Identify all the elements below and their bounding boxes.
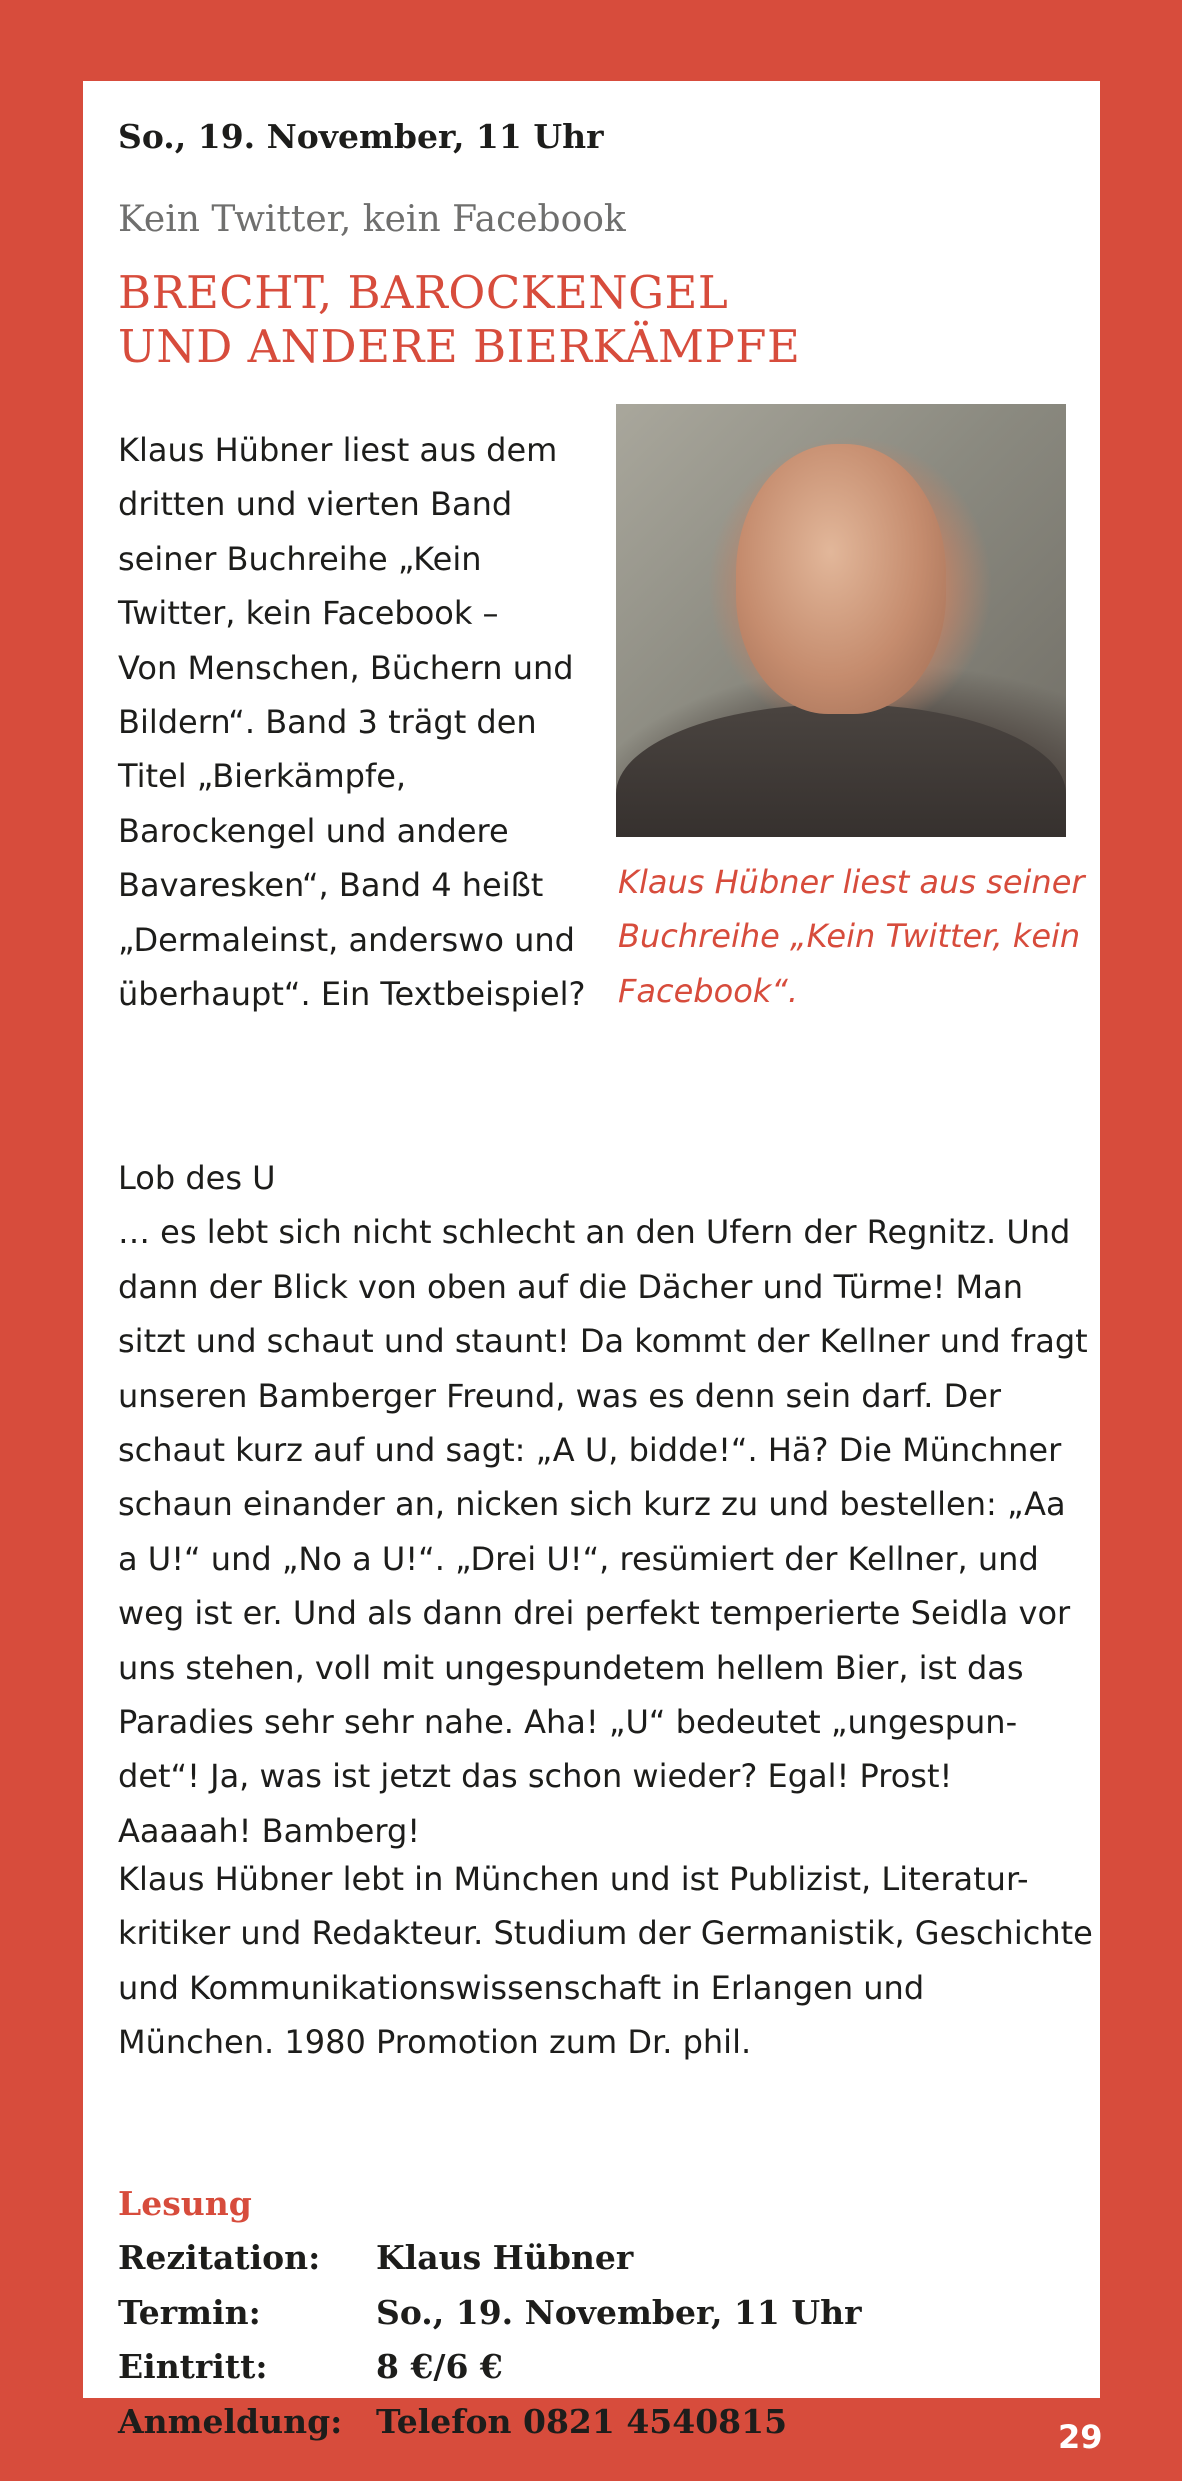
info-label: Anmeldung: (118, 2401, 343, 2441)
caption-line: Klaus Hübner liest aus seiner (618, 863, 1085, 901)
intro-paragraph (118, 423, 608, 1021)
photo-shoulders (616, 704, 1066, 837)
excerpt-line: det“! Ja, was ist jetzt das schon wieder? Egal! Prost! (118, 1757, 953, 1796)
info-value: Telefon 0821 4540815 (376, 2401, 788, 2441)
info-label: Termin: (118, 2292, 261, 2332)
intro-line: „Dermaleinst, anderswo und (118, 920, 575, 959)
info-row-rezitation (118, 2231, 862, 2285)
page-number: 29 (1058, 2418, 1103, 2456)
excerpt-paragraph (118, 1151, 1088, 1858)
bio-line: München. 1980 Promotion zum Dr. phil. (118, 2023, 752, 2062)
excerpt-line: schaut kurz auf und sagt: „A U, bidde!“. Hä? Die Münchner (118, 1431, 1062, 1470)
intro-line: Bavaresken“, Band 4 heißt (118, 866, 544, 905)
event-date: So., 19. November, 11 Uhr (118, 117, 604, 156)
photo-face (736, 444, 946, 714)
excerpt-line: a U!“ und „No a U!“. „Drei U!“, resümiert der Kellner, und (118, 1539, 1039, 1578)
info-value: So., 19. November, 11 Uhr (376, 2292, 862, 2332)
excerpt-line: Lob des U (118, 1159, 276, 1197)
info-value: 8 €/6 € (376, 2347, 503, 2387)
intro-line: Barockengel und andere (118, 811, 509, 850)
excerpt-line: … es lebt sich nicht schlecht an den Ufern der Regnitz. Und (118, 1213, 1071, 1252)
caption-line: Buchreihe „Kein Twitter, kein (618, 917, 1081, 956)
caption-line: Facebook“. (618, 971, 799, 1010)
excerpt-line: dann der Blick von oben auf die Dächer und Türme! Man (118, 1267, 1023, 1306)
intro-line: Klaus Hübner liest aus dem (118, 431, 558, 469)
info-row-anmeldung (118, 2395, 862, 2449)
bio-line: kritiker und Redakteur. Studium der Germanistik, Geschichte (118, 1914, 1093, 1953)
event-info-block (118, 2177, 862, 2449)
excerpt-line: weg ist er. Und als dann drei perfekt temperierte Seidla vor (118, 1594, 1071, 1633)
info-value: Klaus Hübner (376, 2238, 634, 2278)
excerpt-line: schaun einander an, nicken sich kurz zu und bestellen: „Aa (118, 1485, 1066, 1524)
intro-line: seiner Buchreihe „Kein (118, 539, 482, 578)
intro-line: Von Menschen, Büchern und (118, 648, 574, 687)
intro-line: dritten und vierten Band (118, 485, 513, 524)
intro-line: überhaupt“. Ein Textbeispiel? (118, 975, 586, 1014)
event-title (118, 266, 800, 374)
excerpt-line: unseren Bamberger Freund, was es denn sein darf. Der (118, 1376, 1002, 1415)
bio-paragraph (118, 1852, 1093, 2070)
excerpt-line: sitzt und schaut und staunt! Da kommt der Kellner und fragt (118, 1322, 1088, 1361)
info-label: Rezitation: (118, 2238, 321, 2278)
excerpt-line: Aaaaah! Bamberg! (118, 1811, 421, 1850)
photo-caption (618, 855, 1085, 1018)
info-row-termin (118, 2286, 862, 2340)
info-label: Eintritt: (118, 2347, 268, 2387)
author-photo (616, 404, 1066, 837)
info-heading: Lesung (118, 2184, 252, 2223)
title-line: UND ANDERE BIERKÄMPFE (118, 320, 801, 373)
bio-line: und Kommunikationswissenschaft in Erlangen und (118, 1968, 925, 2007)
excerpt-line: uns stehen, voll mit ungespundetem hellem Bier, ist das (118, 1648, 1024, 1687)
event-kicker: Kein Twitter, kein Facebook (118, 199, 626, 240)
intro-line: Titel „Bierkämpfe, (118, 757, 407, 796)
title-line: BRECHT, BAROCKENGEL (118, 266, 729, 319)
info-row-eintritt (118, 2340, 862, 2394)
bio-line: Klaus Hübner lebt in München und ist Publizist, Literatur- (118, 1860, 1029, 1898)
intro-line: Twitter, kein Facebook – (118, 594, 499, 633)
intro-line: Bildern“. Band 3 trägt den (118, 703, 537, 742)
excerpt-line: Paradies sehr sehr nahe. Aha! „U“ bedeutet „ungespun- (118, 1703, 1018, 1742)
